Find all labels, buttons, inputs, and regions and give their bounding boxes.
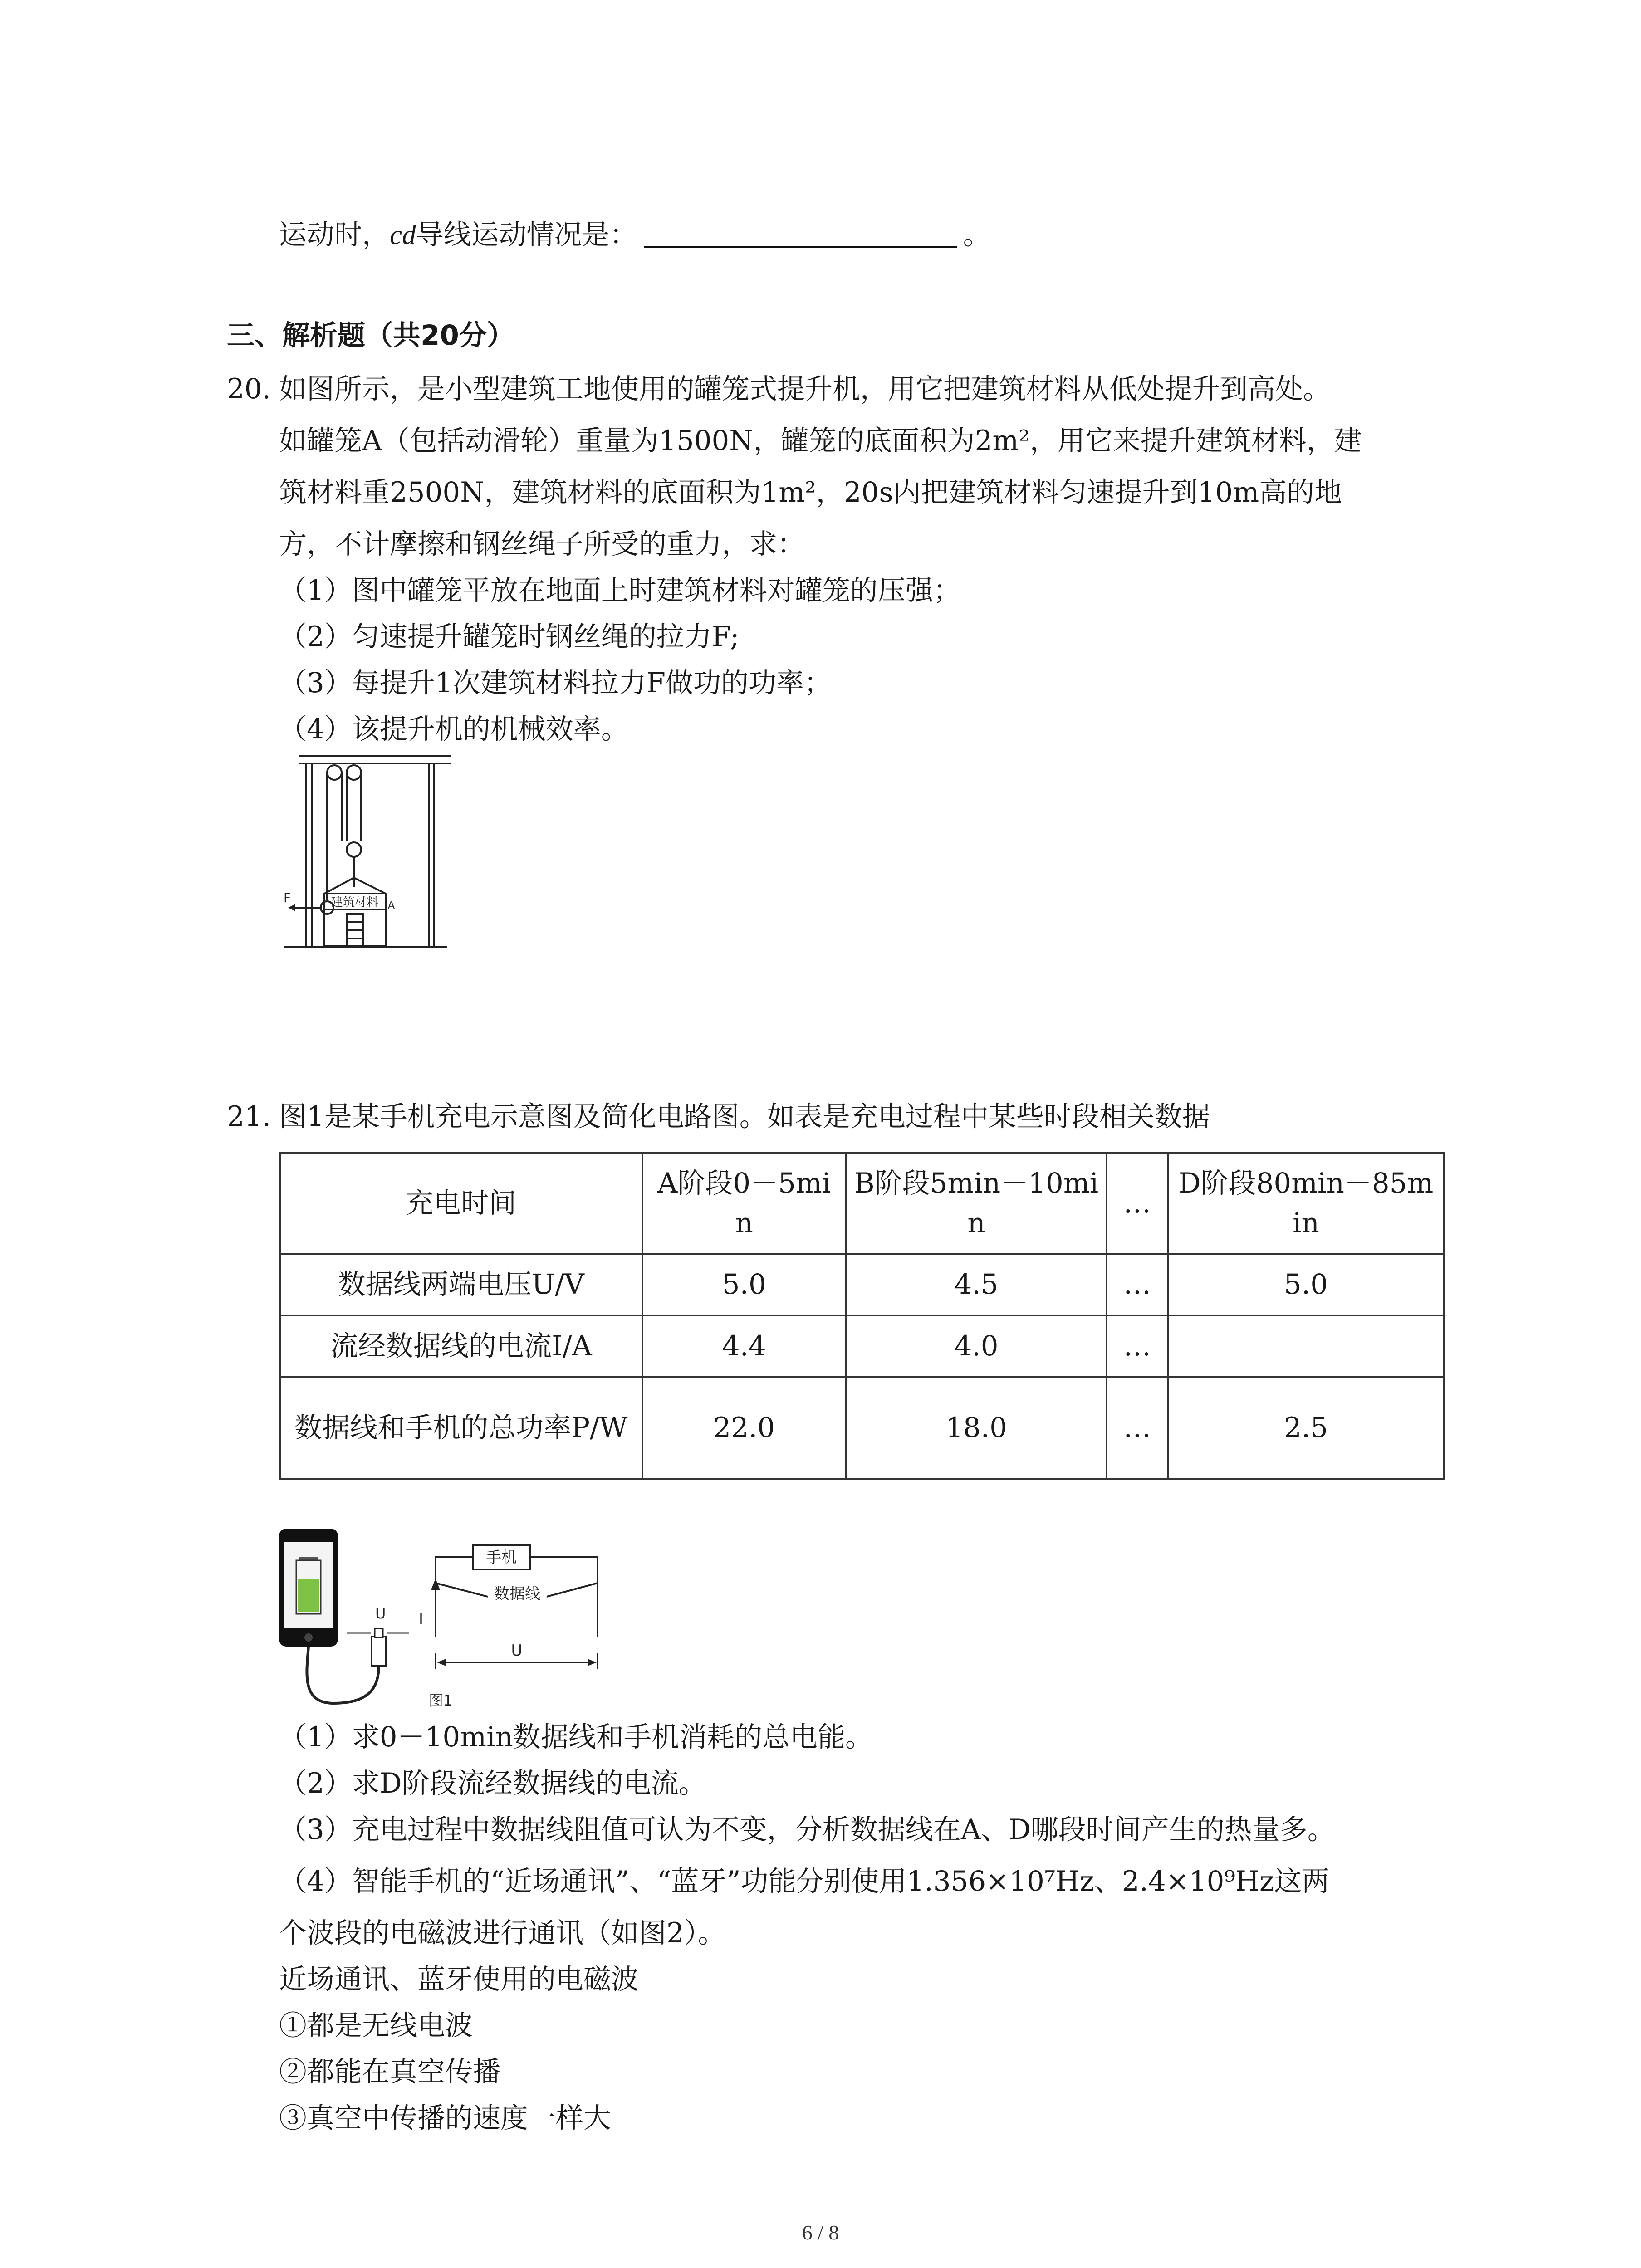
top-line-prefix: 运动时，	[279, 219, 390, 251]
hoist-cage-label: A	[388, 900, 395, 911]
top-line-var: cd	[390, 220, 416, 250]
table-header-cell: 充电时间	[280, 1153, 642, 1254]
table-cell	[1168, 1315, 1444, 1377]
q20-stem-line3: 筑材料重2500N，建筑材料的底面积为1m²，20s内把建筑材料匀速提升到10m高的地	[279, 476, 1342, 508]
q20-stem-line2: 如罐笼A（包括动滑轮）重量为1500N，罐笼的底面积为2m²，用它来提升建筑材料，建	[279, 425, 1362, 457]
q21-option-2: ②都能在真空传播	[279, 2056, 501, 2088]
q21-sub3: （3）充电过程中数据线阻值可认为不变，分析数据线在A、D哪段时间产生的热量多。	[279, 1813, 1335, 1846]
q20-stem-line1: 如图所示，是小型建筑工地使用的罐笼式提升机，用它把建筑材料从低处提升到高处。	[279, 373, 1331, 405]
circuit-voltage-label: U	[511, 1642, 523, 1660]
hoist-force-label: F	[284, 890, 291, 905]
table-cell: 2.5	[1168, 1377, 1444, 1479]
q20-sub4: （4）该提升机的机械效率。	[279, 713, 629, 745]
table-header-row	[280, 1153, 1444, 1254]
table-header-cell: A阶段0－5min	[642, 1153, 846, 1254]
figure-caption: 图1	[429, 1692, 453, 1709]
table-cell: 22.0	[642, 1377, 846, 1479]
q21-sub4-line1: （4）智能手机的“近场通讯”、“蓝牙”功能分别使用1.356×10⁷Hz、2.4×10⁹Hz这两	[279, 1865, 1330, 1897]
q21-sub2: （2）求D阶段流经数据线的电流。	[279, 1767, 706, 1799]
top-line-suffix: 导线运动情况是：	[416, 219, 637, 251]
table-cell: 4.0	[846, 1315, 1107, 1377]
q20-number: 20.	[227, 373, 271, 405]
section-heading: 三、解析题（共20分）	[227, 319, 514, 352]
top-line-end: 。	[963, 219, 991, 251]
table-cell: 数据线两端电压U/V	[280, 1254, 642, 1315]
table-cell: 数据线和手机的总功率P/W	[280, 1377, 642, 1479]
table-header-cell: B阶段5min－10min	[846, 1153, 1107, 1254]
q21-number: 21.	[227, 1100, 271, 1133]
battery-level	[298, 1579, 319, 1612]
table-cell: …	[1107, 1377, 1168, 1479]
table-row	[280, 1377, 1444, 1479]
table-cell: 18.0	[846, 1377, 1107, 1479]
answer-blank[interactable]	[644, 220, 957, 248]
q21-sub4-line2: 个波段的电磁波进行通讯（如图2）。	[279, 1917, 726, 1949]
current-label: I	[419, 1610, 424, 1628]
page-number: 6 / 8	[802, 2221, 839, 2244]
q20-sub2: （2）匀速提升罐笼时钢丝绳的拉力F;	[279, 621, 740, 653]
q20-sub3: （3）每提升1次建筑材料拉力F做功的功率；	[279, 667, 832, 699]
table-cell: 4.4	[642, 1315, 846, 1377]
table-row	[280, 1254, 1444, 1315]
table-cell: 4.5	[846, 1254, 1107, 1315]
q21-stem: 图1是某手机充电示意图及简化电路图。如表是充电过程中某些时段相关数据	[279, 1100, 1210, 1133]
table-cell: …	[1107, 1254, 1168, 1315]
q21-option-1: ①都是无线电波	[279, 2009, 473, 2042]
table-header-cell: D阶段80min－85min	[1168, 1153, 1444, 1254]
table-cell: 流经数据线的电流I/A	[280, 1315, 642, 1377]
circuit-phone-label: 手机	[486, 1549, 517, 1567]
charging-data-table	[279, 1152, 1445, 1480]
table-cell: 5.0	[642, 1254, 846, 1315]
q21-sub1: （1）求0－10min数据线和手机消耗的总电能。	[279, 1721, 873, 1753]
hoist-material-label: 建筑材料	[331, 896, 379, 909]
q21-near-field-line: 近场通讯、蓝牙使用的电磁波	[279, 1963, 639, 1995]
hoist-figure	[279, 751, 470, 955]
q20-sub1: （1）图中罐笼平放在地面上时建筑材料对罐笼的压强；	[279, 574, 961, 606]
table-header-cell: …	[1107, 1153, 1168, 1254]
table-cell: 5.0	[1168, 1254, 1444, 1315]
top-answer-line	[279, 217, 991, 254]
phone-charging-figure	[274, 1524, 619, 1715]
q21-option-3: ③真空中传播的速度一样大	[279, 2102, 612, 2134]
plug-voltage-label: U	[375, 1605, 386, 1622]
circuit-cable-label: 数据线	[494, 1585, 540, 1603]
q20-stem-line4: 方，不计摩擦和钢丝绳子所受的重力，求：	[279, 528, 805, 560]
table-row	[280, 1315, 1444, 1377]
table-cell: …	[1107, 1315, 1168, 1377]
